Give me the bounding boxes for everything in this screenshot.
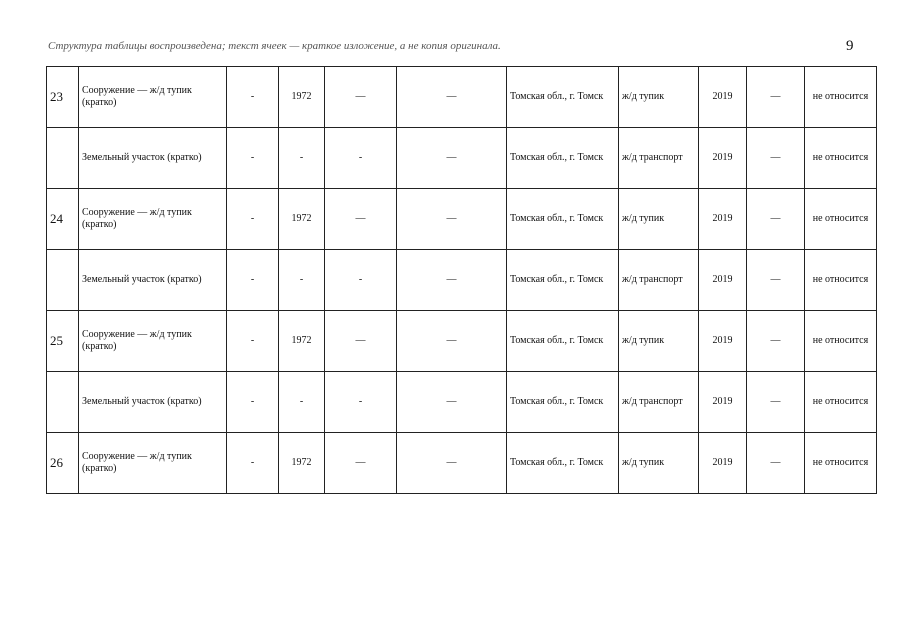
page-number: 9 <box>846 38 854 54</box>
row-number: 25 <box>47 311 79 372</box>
table-row <box>47 372 877 433</box>
status-cell: не относится <box>805 67 877 128</box>
address-cell: Томская обл., г. Томск <box>507 189 619 250</box>
address-cell: Томская обл., г. Томск <box>507 372 619 433</box>
length-cell: - <box>325 372 397 433</box>
registry-number: — <box>397 67 507 128</box>
evaluation-year: 2019 <box>699 372 747 433</box>
row-number: 24 <box>47 189 79 250</box>
purpose-cell: ж/д тупик <box>619 67 699 128</box>
evaluation-year: 2019 <box>699 311 747 372</box>
registry-number: — <box>397 189 507 250</box>
table-row <box>47 311 877 372</box>
year-cell: 1972 <box>279 311 325 372</box>
evaluation-year: 2019 <box>699 433 747 494</box>
purpose-cell: ж/д тупик <box>619 311 699 372</box>
address-cell: Томская обл., г. Томск <box>507 250 619 311</box>
registry-number: — <box>397 372 507 433</box>
status-cell: не относится <box>805 189 877 250</box>
length-cell: — <box>325 433 397 494</box>
length-cell: — <box>325 189 397 250</box>
value-cell: — <box>747 128 805 189</box>
length-cell: — <box>325 67 397 128</box>
type-cell: - <box>227 372 279 433</box>
value-cell: — <box>747 250 805 311</box>
evaluation-year: 2019 <box>699 250 747 311</box>
status-cell: не относится <box>805 250 877 311</box>
row-number <box>47 128 79 189</box>
object-description: Земельный участок (кратко) <box>79 128 227 189</box>
object-description: Сооружение — ж/д тупик (кратко) <box>79 189 227 250</box>
table-row <box>47 250 877 311</box>
length-cell: - <box>325 250 397 311</box>
purpose-cell: ж/д транспорт <box>619 250 699 311</box>
year-cell: - <box>279 250 325 311</box>
year-cell: 1972 <box>279 67 325 128</box>
summary-note: Структура таблицы воспроизведена; текст ячеек — краткое изложение, а не копия оригинала. <box>48 40 501 52</box>
status-cell: не относится <box>805 128 877 189</box>
object-description: Сооружение — ж/д тупик (кратко) <box>79 311 227 372</box>
evaluation-year: 2019 <box>699 67 747 128</box>
value-cell: — <box>747 311 805 372</box>
type-cell: - <box>227 189 279 250</box>
year-cell: 1972 <box>279 189 325 250</box>
row-number: 23 <box>47 67 79 128</box>
type-cell: - <box>227 250 279 311</box>
length-cell: — <box>325 311 397 372</box>
evaluation-year: 2019 <box>699 128 747 189</box>
object-description: Сооружение — ж/д тупик (кратко) <box>79 433 227 494</box>
status-cell: не относится <box>805 433 877 494</box>
status-cell: не относится <box>805 311 877 372</box>
row-number: 26 <box>47 433 79 494</box>
purpose-cell: ж/д тупик <box>619 189 699 250</box>
year-cell: - <box>279 372 325 433</box>
status-cell: не относится <box>805 372 877 433</box>
purpose-cell: ж/д транспорт <box>619 128 699 189</box>
type-cell: - <box>227 67 279 128</box>
type-cell: - <box>227 128 279 189</box>
object-description: Земельный участок (кратко) <box>79 250 227 311</box>
registry-number: — <box>397 128 507 189</box>
address-cell: Томская обл., г. Томск <box>507 67 619 128</box>
row-number <box>47 250 79 311</box>
table-row <box>47 67 877 128</box>
value-cell: — <box>747 189 805 250</box>
table-row <box>47 189 877 250</box>
purpose-cell: ж/д тупик <box>619 433 699 494</box>
address-cell: Томская обл., г. Томск <box>507 128 619 189</box>
value-cell: — <box>747 433 805 494</box>
property-register-table <box>46 66 877 494</box>
evaluation-year: 2019 <box>699 189 747 250</box>
row-number <box>47 372 79 433</box>
year-cell: - <box>279 128 325 189</box>
table-row <box>47 128 877 189</box>
registry-number: — <box>397 433 507 494</box>
object-description: Земельный участок (кратко) <box>79 372 227 433</box>
object-description: Сооружение — ж/д тупик (кратко) <box>79 67 227 128</box>
type-cell: - <box>227 311 279 372</box>
type-cell: - <box>227 433 279 494</box>
address-cell: Томская обл., г. Томск <box>507 433 619 494</box>
table-row <box>47 433 877 494</box>
year-cell: 1972 <box>279 433 325 494</box>
registry-number: — <box>397 311 507 372</box>
length-cell: - <box>325 128 397 189</box>
address-cell: Томская обл., г. Томск <box>507 311 619 372</box>
registry-number: — <box>397 250 507 311</box>
value-cell: — <box>747 372 805 433</box>
purpose-cell: ж/д транспорт <box>619 372 699 433</box>
value-cell: — <box>747 67 805 128</box>
